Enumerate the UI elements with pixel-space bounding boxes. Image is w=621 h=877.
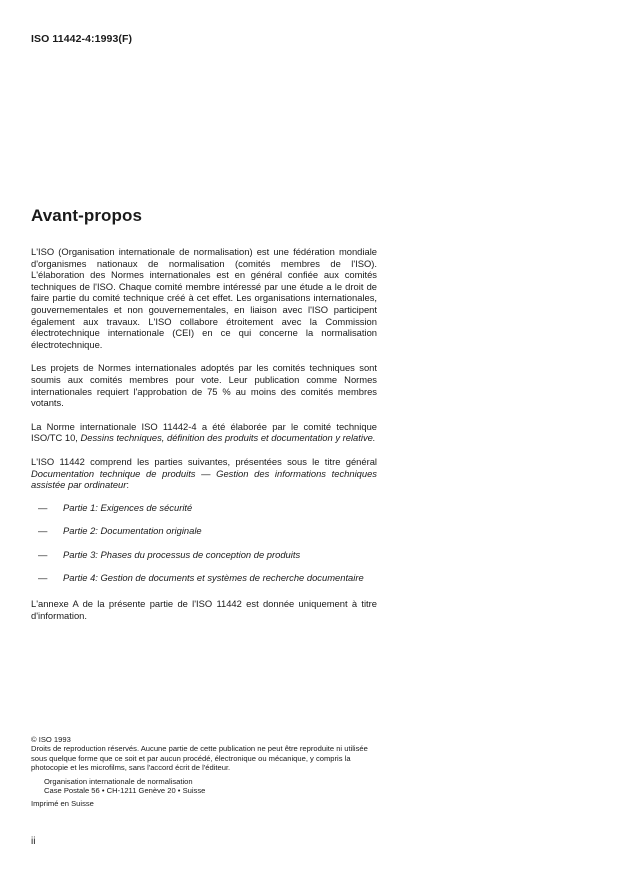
printed-in: Imprimé en Suisse [31, 799, 94, 809]
committee-title: Dessins techniques, définition des produits et documentation y relative. [80, 432, 376, 444]
parts-intro-text: L'ISO 11442 comprend les parties suivantes, présentées sous le titre général [31, 455, 377, 467]
publisher-address: Case Postale 56 • CH-1211 Genève 20 • Suisse [44, 786, 206, 796]
part-title: Partie 2: Documentation originale [63, 525, 202, 537]
page-title: Avant-propos [31, 206, 143, 225]
document-id-header: ISO 11442-4:1993(F) [31, 33, 133, 45]
page-number: ii [31, 836, 36, 847]
committee-text: La Norme internationale ISO 11442-4 a été élaborée par le comité technique ISO/TC 10, [31, 420, 377, 444]
publisher-name: Organisation internationale de normalisation [44, 776, 193, 786]
parts-intro-colon: : [126, 479, 129, 491]
paragraph-voting: Les projets de Normes internationales adoptés par les comités techniques sont soumis aux comités membres pour vote. Leur publication comme Normes internationales requiert l'approbation de 75 % au moins des comités membres votants. [31, 362, 377, 409]
list-item [31, 549, 377, 561]
part-title: Partie 1: Exigences de sécurité [63, 501, 193, 513]
part-title: Partie 4: Gestion de documents et systèmes de recherche documentaire [63, 572, 364, 584]
paragraph-committee [31, 421, 377, 444]
rights-statement: Droits de reproduction réservés. Aucune partie de cette publication ne peut être reproduite ni utilisée sous quelque forme que ce soit et par aucun procédé, électronique ou mécanique, y compris la photocopie et les microfilms, sans l'accord écrit de l'éditeur. [31, 744, 368, 773]
paragraph-annex: L'annexe A de la présente partie de l'ISO 11442 est donnée uniquement à titre d'information. [31, 598, 377, 621]
list-item [31, 502, 377, 514]
part-title: Partie 3: Phases du processus de conception de produits [63, 548, 301, 560]
list-item [31, 572, 377, 584]
paragraph-parts-intro [31, 456, 377, 491]
foreword-body [31, 246, 377, 633]
list-dash: — [38, 572, 48, 584]
list-dash: — [38, 501, 48, 513]
list-dash: — [38, 548, 48, 560]
parts-general-title: Documentation technique de produits — Gestion des informations techniques assistée par ordinateur [31, 467, 377, 491]
copyright-notice: © ISO 1993 [31, 735, 71, 744]
list-item [31, 525, 377, 537]
parts-list [31, 502, 377, 584]
list-dash: — [38, 525, 48, 537]
paragraph-iso-description: L'ISO (Organisation internationale de normalisation) est une fédération mondiale d'organismes nationaux de normalisation (comités membres de l'ISO). L'élaboration des Normes internationales est en général confiée aux comités techniques de l'ISO. Chaque comité membre intéressé par une étude a le droit de faire partie du comité technique créé à cet effet. Les organisations internationales, gouvernementales et non gouvernementales, en liaison avec l'ISO participent également aux travaux. L'ISO collabore étroitement avec la Commission électrotechnique internationale (CEI) en ce qui concerne la normalisation électrotechnique. [31, 246, 377, 350]
copyright-footer [31, 735, 381, 809]
